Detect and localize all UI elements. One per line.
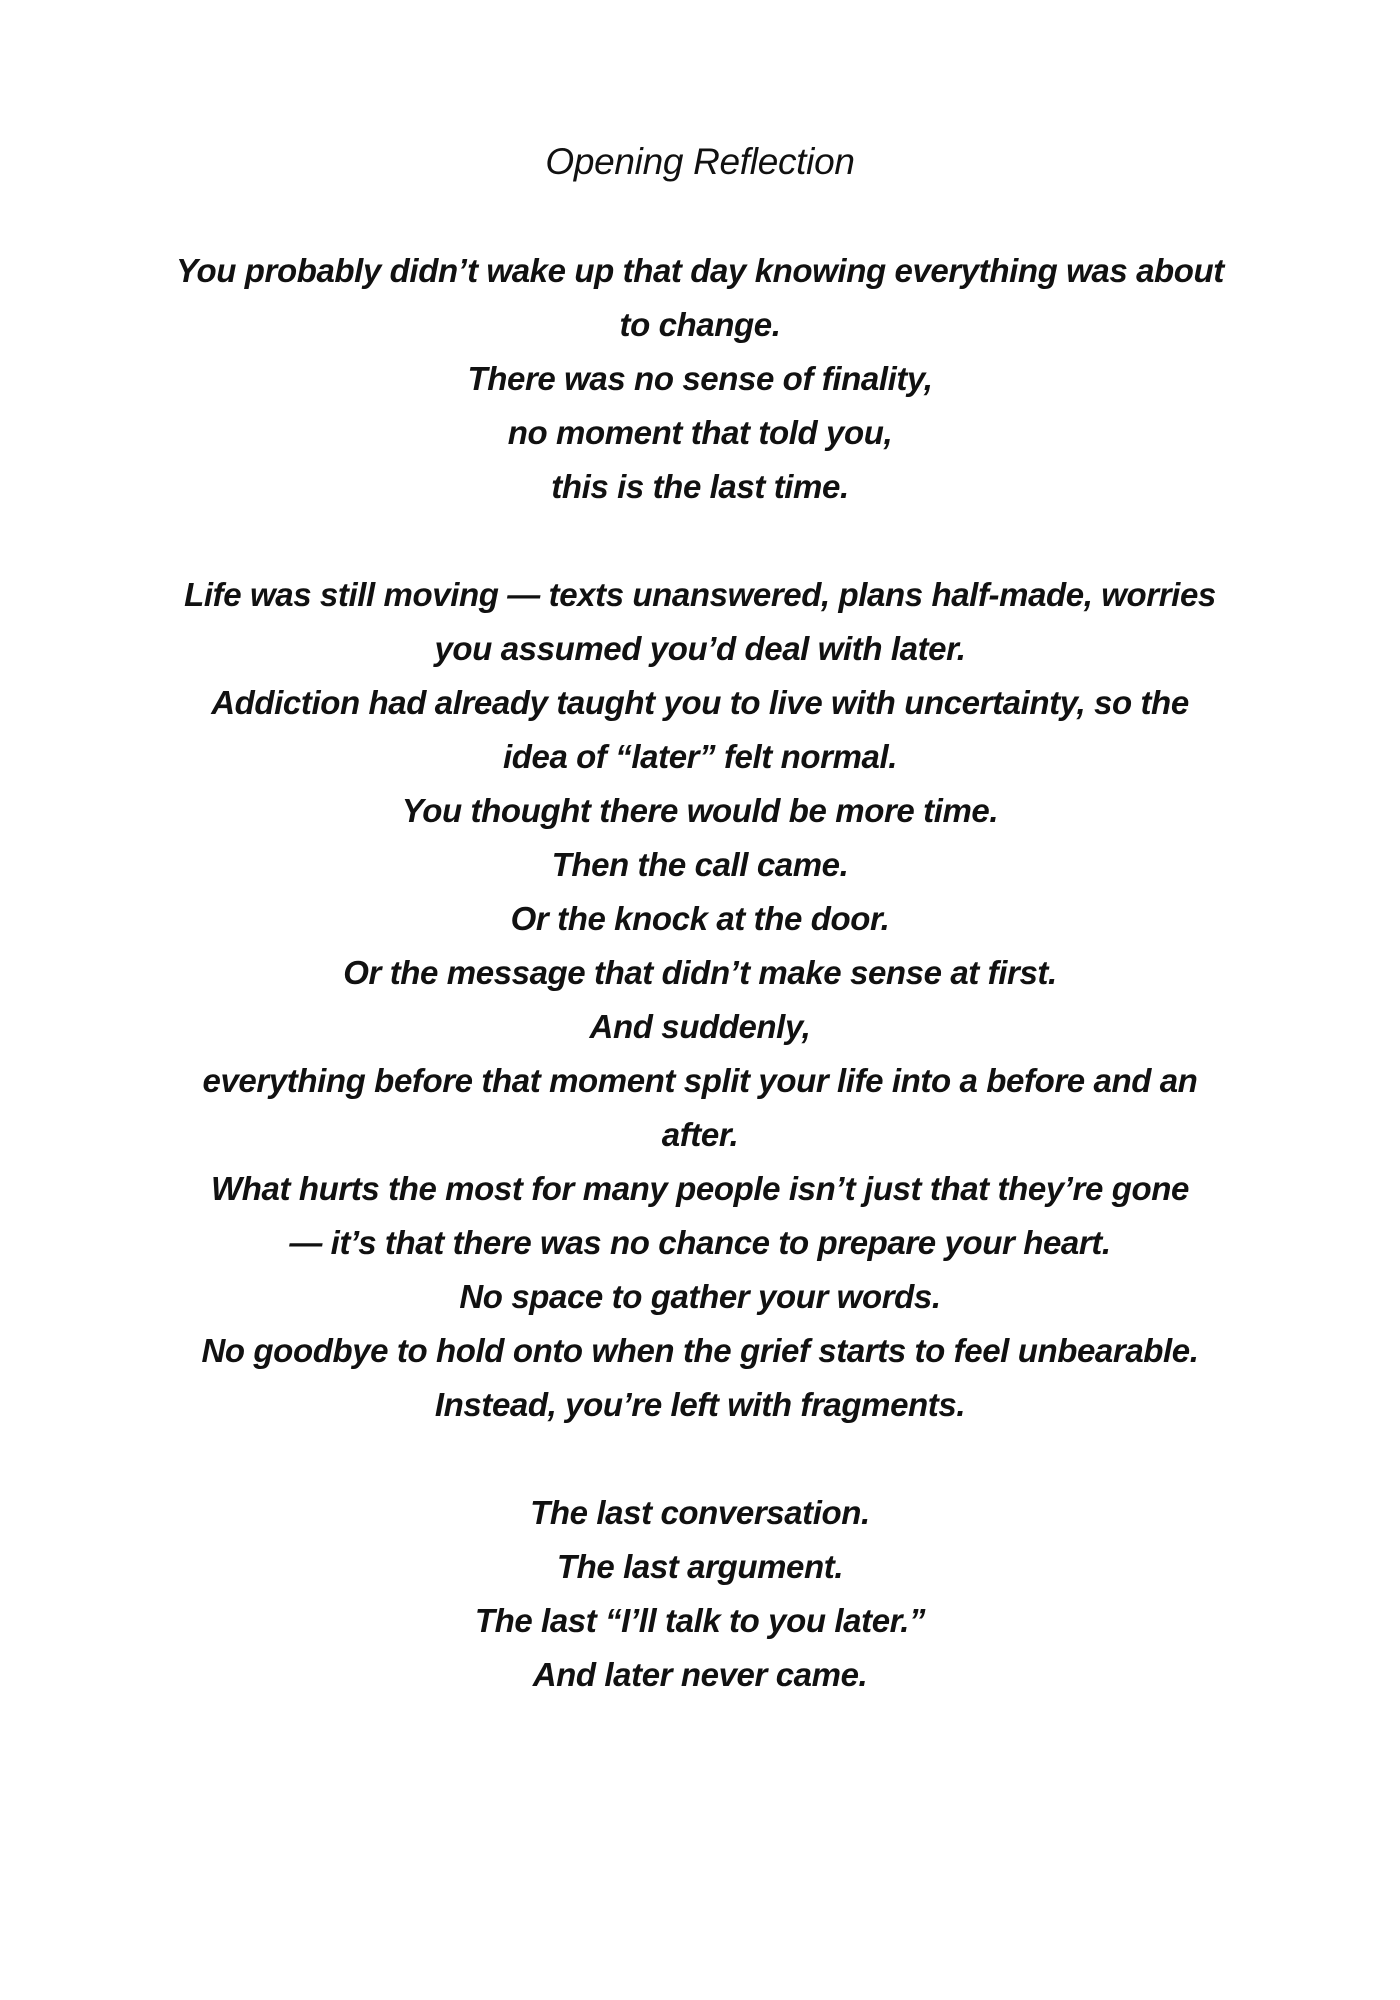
- text-line: The last conversation.: [530, 1494, 870, 1531]
- text-line: — it’s that there was no chance to prepare your heart.: [289, 1224, 1111, 1261]
- stanza-2: [120, 568, 1280, 1432]
- text-line: everything before that moment split your life into a before and an: [202, 1062, 1198, 1099]
- text-line: There was no sense of finality,: [467, 360, 933, 397]
- text-line: idea of “later” felt normal.: [502, 738, 898, 775]
- stanza-break: [120, 1432, 1280, 1486]
- text-line: Life was still moving — texts unanswered, plans half-made, worries: [184, 576, 1216, 613]
- page-title: Opening Reflection: [545, 141, 855, 182]
- text-line: You thought there would be more time.: [401, 792, 999, 829]
- text-line: this is the last time.: [551, 468, 849, 505]
- text-line: And later never came.: [532, 1656, 868, 1693]
- text-line: Or the knock at the door.: [510, 900, 890, 937]
- text-line: What hurts the most for many people isn’t just that they’re gone: [211, 1170, 1189, 1207]
- text-line: after.: [661, 1116, 739, 1153]
- text-line: to change.: [619, 306, 781, 343]
- text-line: The last “I’ll talk to you later.”: [474, 1602, 926, 1639]
- text-line: No goodbye to hold onto when the grief starts to feel unbearable.: [201, 1332, 1199, 1369]
- reflection-body: [120, 244, 1280, 1702]
- text-line: And suddenly,: [589, 1008, 811, 1045]
- text-line: you assumed you’d deal with later.: [434, 630, 966, 667]
- text-line: No space to gather your words.: [459, 1278, 941, 1315]
- text-line: Then the call came.: [551, 846, 849, 883]
- text-line: Instead, you’re left with fragments.: [434, 1386, 966, 1423]
- text-line: The last argument.: [556, 1548, 844, 1585]
- stanza-1: [120, 244, 1280, 514]
- text-line: Or the message that didn’t make sense at first.: [343, 954, 1057, 991]
- stanza-3: [120, 1486, 1280, 1702]
- stanza-break: [120, 514, 1280, 568]
- text-line: You probably didn’t wake up that day knowing everything was about: [176, 252, 1224, 289]
- text-line: no moment that told you,: [507, 414, 893, 451]
- text-line: Addiction had already taught you to live with uncertainty, so the: [211, 684, 1189, 721]
